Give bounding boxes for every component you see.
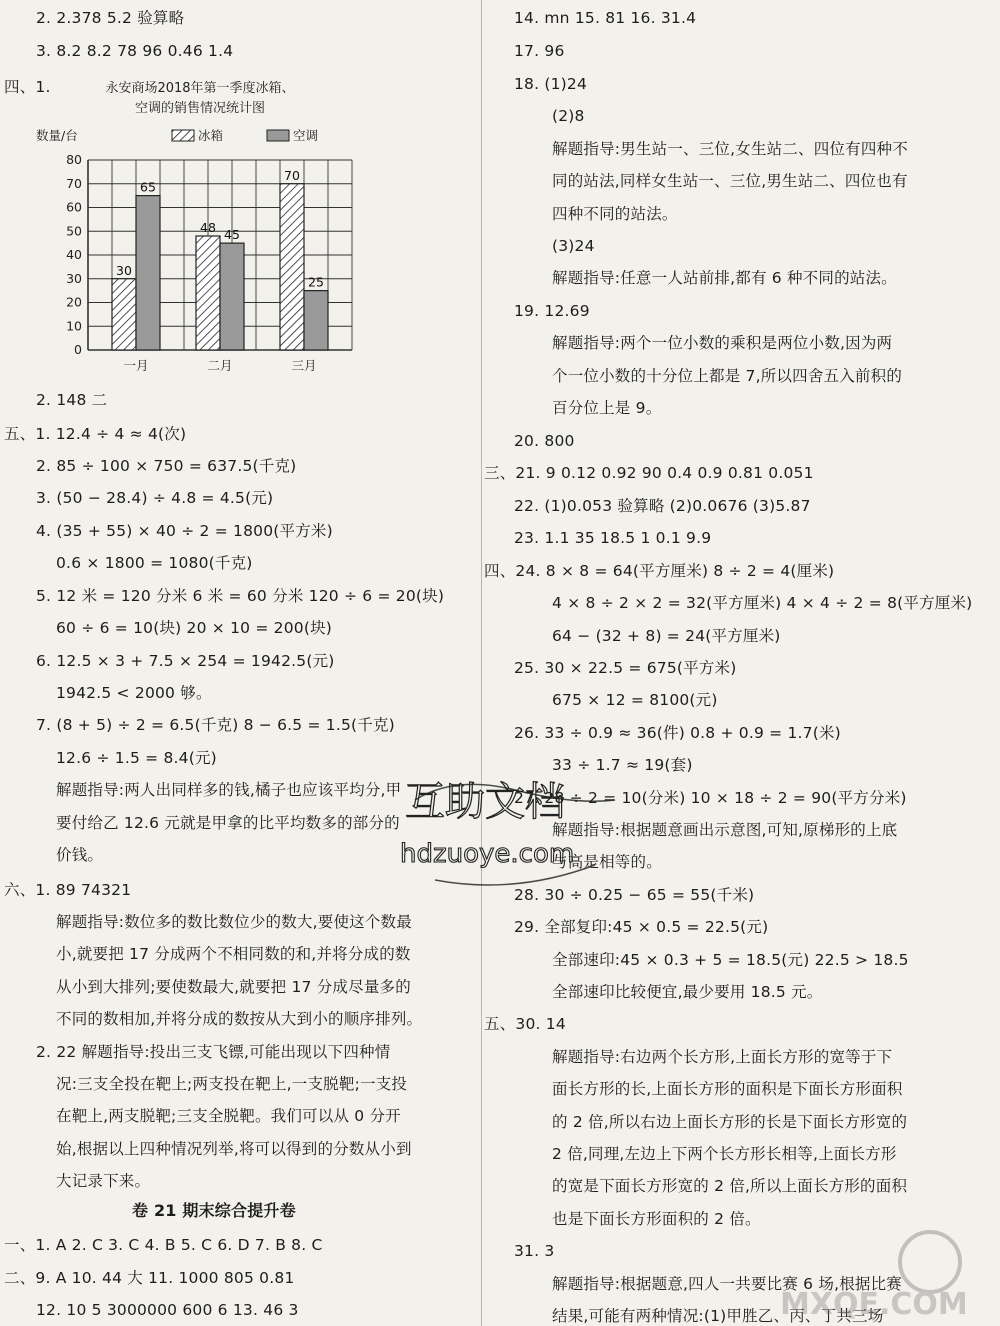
data-label-0-0: 30 — [116, 262, 132, 278]
legend-label-0: 冰箱 — [198, 128, 224, 143]
answer-line-l16: 解题指导:两人出同样多的钱,橘子也应该平均分,甲 — [56, 781, 402, 799]
answer-line-l6: 2. 85 ÷ 100 × 750 = 637.5(千克) — [36, 457, 297, 475]
answer-line-r18: 四、24. 8 × 8 = 64(平方厘米) 8 ÷ 2 = 4(厘米) — [484, 562, 835, 580]
answer-line-r12: 个一位小数的十分位上都是 7,所以四舍五入前积的 — [552, 367, 903, 385]
xtick-label-2: 三月 — [291, 358, 317, 373]
corner-watermark-text: MXQE.COM — [780, 1287, 968, 1322]
answer-line-l7: 3. (50 − 28.4) ÷ 4.8 = 4.5(元) — [36, 489, 274, 507]
answer-line-r1: 14. mn 15. 81 16. 31.4 — [514, 9, 697, 27]
answer-line-r31: 全部速印比较便宜,最少要用 18.5 元。 — [552, 983, 823, 1001]
answer-line-l4: 2. 148 二 — [36, 391, 108, 409]
answer-line-r5: 解题指导:男生站一、三位,女生站二、四位有四种不 — [552, 140, 908, 158]
answer-line-l1: 2. 2.378 5.2 验算略 — [36, 9, 185, 27]
answer-line-r22: 675 × 12 = 8100(元) — [552, 691, 718, 709]
watermark-text: 互助文档 — [405, 779, 565, 825]
answer-line-l30: 一、1. A 2. C 3. C 4. B 5. C 6. D 7. B 8. C — [4, 1236, 323, 1254]
answer-line-r23: 26. 33 ÷ 0.9 ≈ 36(件) 0.8 + 0.9 = 1.7(米) — [514, 724, 841, 742]
answer-line-r15: 三、21. 9 0.12 0.92 90 0.4 0.9 0.81 0.051 — [484, 464, 814, 482]
answer-line-r2: 17. 96 — [514, 42, 565, 60]
answer-line-r25: 27. 28 ÷ 2 = 10(分米) 10 × 18 ÷ 2 = 90(平方分米) — [514, 789, 907, 807]
answer-line-r40: 解题指导:根据题意,四人一共要比赛 6 场,根据比赛 — [552, 1275, 902, 1293]
answer-line-l13: 1942.5 < 2000 够。 — [56, 684, 212, 702]
answer-line-r17: 23. 1.1 35 18.5 1 0.1 9.9 — [514, 529, 712, 547]
answer-line-r16: 22. (1)0.053 验算略 (2)0.0676 (3)5.87 — [514, 497, 811, 515]
answer-line-l21: 小,就要把 17 分成两个不相同数的和,并将分成的数 — [56, 945, 411, 963]
answer-line-r32: 五、30. 14 — [484, 1015, 566, 1033]
answer-line-r41: 结果,可能有两种情况:(1)甲胜乙、丙、丁共三场 — [552, 1307, 884, 1325]
chart-ylabel: 数量/台 — [36, 128, 78, 143]
answer-line-r36: 2 倍,同理,左边上下两个长方形长相等,上面长方形 — [552, 1145, 897, 1163]
answer-line-l24: 2. 22 解题指导:投出三支飞镖,可能出现以下四种情 — [36, 1043, 391, 1061]
answer-line-l5: 五、1. 12.4 ÷ 4 ≈ 4(次) — [4, 425, 187, 443]
answer-line-r20: 64 − (32 + 8) = 24(平方厘米) — [552, 627, 781, 645]
ytick-label-6: 60 — [66, 199, 82, 215]
answer-line-r33: 解题指导:右边两个长方形,上面长方形的宽等于下 — [552, 1048, 893, 1066]
answer-line-l32: 12. 10 5 3000000 600 6 13. 46 3 — [36, 1301, 299, 1319]
answer-line-l2: 3. 8.2 8.2 78 96 0.46 1.4 — [36, 42, 234, 60]
answer-line-l23: 不同的数相加,并将分成的数按从大到小的顺序排列。 — [56, 1010, 423, 1028]
answer-line-l14: 7. (8 + 5) ÷ 2 = 6.5(千克) 8 − 6.5 = 1.5(千克) — [36, 716, 395, 734]
bar-0-0 — [112, 279, 136, 350]
answer-line-r7: 四种不同的站法。 — [552, 205, 678, 223]
bar-1-0 — [196, 236, 220, 350]
answer-line-l8: 4. (35 + 55) × 40 ÷ 2 = 1800(平方米) — [36, 522, 333, 540]
ytick-label-4: 40 — [66, 247, 82, 262]
answer-line-l11: 60 ÷ 6 = 10(块) 20 × 10 = 200(块) — [56, 619, 333, 637]
bar-chart — [30, 78, 370, 378]
answer-line-l27: 始,根据以上四种情况列举,将可以得到的分数从小到 — [56, 1140, 412, 1158]
answer-line-l19: 六、1. 89 74321 — [4, 881, 132, 899]
data-label-2-0: 70 — [284, 167, 300, 183]
answer-line-r10: 19. 12.69 — [514, 302, 590, 320]
xtick-label-1: 二月 — [207, 358, 233, 373]
corner-watermark — [780, 1222, 1000, 1322]
ytick-label-0: 0 — [74, 342, 82, 357]
answer-line-r37: 的宽是下面长方形宽的 2 倍,所以上面长方形的面积 — [552, 1177, 908, 1195]
chart-title-line-1: 空调的销售情况统计图 — [134, 101, 266, 116]
ytick-label-5: 50 — [66, 223, 82, 239]
answer-line-r35: 的 2 倍,所以右边上面长方形的长是下面长方形宽的 — [552, 1113, 908, 1131]
ytick-label-7: 70 — [66, 175, 82, 191]
answer-line-r27: 与高是相等的。 — [552, 853, 662, 871]
answer-line-r13: 百分位上是 9。 — [552, 399, 662, 417]
ytick-label-8: 80 — [66, 152, 82, 167]
answer-line-r34: 面长方形的长,上面长方形的面积是下面长方形面积 — [552, 1080, 903, 1098]
data-label-1-1: 45 — [224, 227, 240, 243]
bar-2-1 — [304, 291, 328, 350]
xtick-label-0: 一月 — [123, 358, 149, 373]
chart-title-line-0: 永安商场2018年第一季度冰箱、 — [105, 81, 295, 96]
watermark-stamp — [395, 770, 625, 890]
answer-line-r6: 同的站法,同样女生站一、三位,男生站二、四位也有 — [552, 172, 908, 190]
answer-line-r26: 解题指导:根据题意画出示意图,可知,原梯形的上底 — [552, 821, 898, 839]
answer-line-l9: 0.6 × 1800 = 1080(千克) — [56, 554, 253, 572]
bar-0-1 — [136, 196, 160, 350]
answer-line-r30: 全部速印:45 × 0.3 + 5 = 18.5(元) 22.5 > 18.5 — [552, 951, 909, 969]
answer-line-r19: 4 × 8 ÷ 2 × 2 = 32(平方厘米) 4 × 4 ÷ 2 = 8(平方厘米) — [552, 594, 973, 612]
answer-line-r39: 31. 3 — [514, 1242, 555, 1260]
column-divider — [481, 0, 482, 1326]
data-label-0-1: 65 — [140, 179, 156, 195]
answer-line-r29: 29. 全部复印:45 × 0.5 = 22.5(元) — [514, 918, 769, 936]
answer-line-l31: 二、9. A 10. 44 大 11. 1000 805 0.81 — [4, 1269, 295, 1287]
answer-line-r8: (3)24 — [552, 237, 595, 255]
bar-2-0 — [280, 184, 304, 350]
answer-line-l3: 四、1. — [4, 78, 51, 96]
answer-line-l20: 解题指导:数位多的数比数位少的数大,要使这个数最 — [56, 913, 412, 931]
legend-swatch-0 — [172, 130, 194, 141]
answer-line-r21: 25. 30 × 22.5 = 675(平方米) — [514, 659, 737, 677]
bar-1-1 — [220, 243, 244, 350]
answer-line-r38: 也是下面长方形面积的 2 倍。 — [552, 1210, 761, 1228]
ytick-label-1: 10 — [66, 318, 82, 334]
ytick-label-3: 30 — [66, 270, 82, 286]
ytick-label-2: 20 — [66, 294, 82, 310]
answer-line-l17: 要付给乙 12.6 元就是甲拿的比平均数多的部分的 — [56, 814, 400, 832]
answer-line-l18: 价钱。 — [56, 846, 104, 864]
answer-line-l25: 况:三支全投在靶上;两支投在靶上,一支脱靶;一支投 — [56, 1075, 408, 1093]
answer-line-l22: 从小到大排列;要使数最大,就要把 17 分成尽量多的 — [56, 978, 411, 996]
answer-line-l10: 5. 12 米 = 120 分米 6 米 = 60 分米 120 ÷ 6 = 20(块) — [36, 587, 445, 605]
answer-line-r14: 20. 800 — [514, 432, 575, 450]
answer-line-r24: 33 ÷ 1.7 ≈ 19(套) — [552, 756, 693, 774]
answer-line-r4: (2)8 — [552, 107, 585, 125]
legend-label-1: 空调 — [293, 128, 319, 143]
answer-line-r3: 18. (1)24 — [514, 75, 588, 93]
data-label-1-0: 48 — [200, 220, 216, 235]
answer-line-l26: 在靶上,两支脱靶;三支全脱靶。我们可以从 0 分开 — [56, 1107, 401, 1125]
answer-line-l28: 大记录下来。 — [56, 1172, 151, 1190]
watermark-url: hdzuoye.com — [400, 839, 575, 869]
answer-line-r28: 28. 30 ÷ 0.25 − 65 = 55(千米) — [514, 886, 755, 904]
legend-swatch-1 — [267, 130, 289, 141]
data-label-2-1: 25 — [308, 274, 324, 290]
answer-line-l12: 6. 12.5 × 3 + 7.5 × 254 = 1942.5(元) — [36, 652, 335, 670]
answer-line-r11: 解题指导:两个一位小数的乘积是两位小数,因为两 — [552, 334, 893, 352]
answer-line-r9: 解题指导:任意一人站前排,都有 6 种不同的站法。 — [552, 269, 897, 287]
section-title: 卷 21 期末综合提升卷 — [132, 1201, 296, 1220]
answer-line-l15: 12.6 ÷ 1.5 = 8.4(元) — [56, 749, 217, 767]
